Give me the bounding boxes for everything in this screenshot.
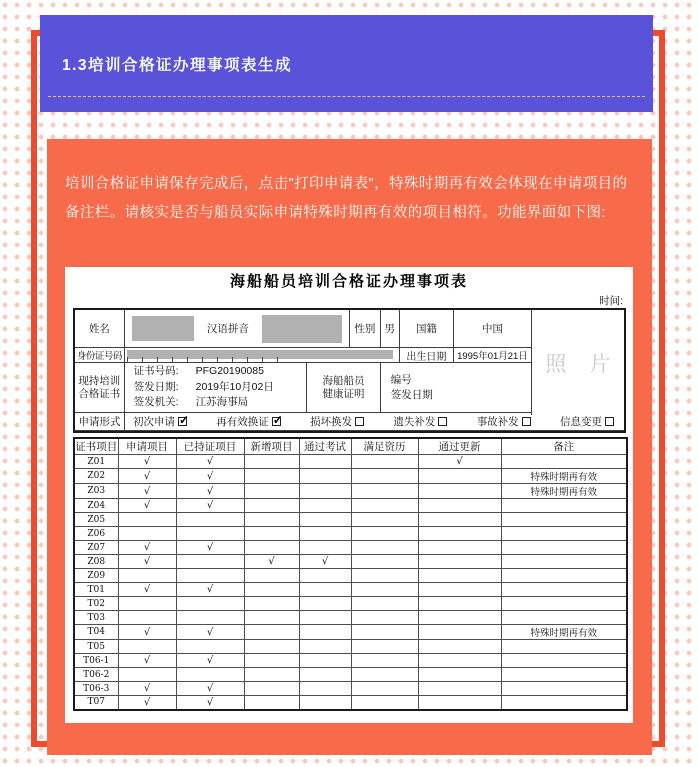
cell-new [244,654,299,668]
cell-applied [118,513,176,527]
table-row [74,555,627,569]
cell-update [418,668,501,682]
health-no-label: 编号 [390,373,412,386]
table-row [74,513,627,527]
info-row-apply-type [75,413,624,431]
cell-exam [299,469,351,484]
gender-value: 男 [381,310,400,347]
cell-exam [299,541,351,555]
birth-date-value: 1995年01月21日 [454,348,531,362]
cell-remark [501,611,627,625]
cell-qualification [351,569,418,583]
cell-update [418,569,501,583]
cell-remark [501,527,627,541]
time-label: 时间: [599,295,623,307]
intro-paragraph: 培训合格证申请保存完成后，点击"打印申请表"，特殊时期再有效会体现在申请项目的备注栏。请核实是否与船员实际申请特殊时期再有效的项目相符。功能界面如下图: [65,176,628,221]
cell-remark [501,640,627,654]
cell-code: T03 [74,611,118,625]
cell-code: T04 [74,625,118,640]
redacted-name-value [132,316,194,341]
cell-new [244,569,299,583]
cell-new [244,625,299,640]
cell-remark [501,569,627,583]
cell-exam [299,455,351,469]
cell-remark [501,696,627,710]
cell-update [418,583,501,597]
cell-applied [118,611,176,625]
cell-applied: √ [118,469,176,484]
table-row [74,484,627,499]
cell-remark [501,499,627,513]
current-cert-label: 现持培训 合格证书 [75,363,125,412]
cell-code: Z09 [74,569,118,583]
cell-update [418,527,501,541]
cell-new [244,513,299,527]
cell-code: Z06 [74,527,118,541]
table-row [74,696,627,710]
cell-remark [501,682,627,696]
cell-applied [118,569,176,583]
gender-label: 性别 [350,310,381,347]
cell-held [176,513,244,527]
cell-applied: √ [118,625,176,640]
name-label: 姓名 [75,310,125,347]
cert-issue-date-value: 2019年10月02日 [195,380,274,393]
cert-no-label: 证书号码: [133,365,179,378]
items-header-row [74,438,627,455]
checkbox-icon [178,417,187,426]
cell-held: √ [176,583,244,597]
cell-exam [299,597,351,611]
pinyin-label: 汉语拼音 [206,323,249,335]
col-header-applied: 申请项目 [118,438,176,455]
cell-applied: √ [118,484,176,499]
cell-exam [299,611,351,625]
table-row [74,668,627,682]
cert-no-value: PFG20190085 [195,365,264,378]
cell-new: √ [244,555,299,569]
photo-placeholder-label: 照 片 [545,351,620,376]
cell-held: √ [176,469,244,484]
cell-update [418,654,501,668]
table-row [74,654,627,668]
cell-update [418,469,501,484]
cell-qualification [351,640,418,654]
cell-remark [501,555,627,569]
table-row [74,640,627,654]
cell-held: √ [176,654,244,668]
cell-qualification [351,597,418,611]
cell-update [418,499,501,513]
cell-qualification [351,555,418,569]
cell-code: Z01 [74,455,118,469]
cell-remark: 特殊时期再有效 [501,484,627,499]
col-header-new: 新增项目 [244,438,299,455]
apply-option-label: 损坏换发 [310,416,353,428]
cell-new [244,640,299,654]
apply-option-label: 事故补发 [476,416,519,428]
cell-new [244,611,299,625]
cell-code: Z05 [74,513,118,527]
checkbox-icon [438,417,447,426]
cell-qualification [351,499,418,513]
cell-held: √ [176,499,244,513]
cell-exam [299,499,351,513]
col-header-qualification: 满足资历 [351,438,418,455]
redacted-pinyin-value [262,315,342,343]
nationality-value: 中国 [454,310,531,347]
health-cert-label: 海船船员 健康证明 [307,363,380,412]
cell-remark [501,597,627,611]
table-row [74,625,627,640]
apply-option-label: 初次申请 [133,416,175,428]
checkbox-icon [605,417,614,426]
table-row [74,569,627,583]
cell-qualification [351,455,418,469]
cell-remark: 特殊时期再有效 [501,469,627,484]
section-header [40,15,653,112]
cell-new [244,499,299,513]
cell-update [418,513,501,527]
cell-remark [501,668,627,682]
cell-new [244,455,299,469]
cell-exam [299,696,351,710]
cell-exam [299,682,351,696]
cell-applied: √ [118,696,176,710]
checkbox-icon [272,417,281,426]
cell-code: Z03 [74,484,118,499]
col-header-update: 通过更新 [418,438,501,455]
cell-applied: √ [118,654,176,668]
apply-option-label: 遗失补发 [393,416,436,428]
cell-qualification [351,668,418,682]
cell-held: √ [176,541,244,555]
cert-issuer-label: 签发机关: [133,396,179,409]
cell-code: T01 [74,583,118,597]
cell-qualification [351,654,418,668]
cell-code: Z07 [74,541,118,555]
cell-held [176,640,244,654]
personal-info-table [73,308,626,433]
cell-update [418,611,501,625]
apply-option [216,414,281,429]
cell-qualification [351,513,418,527]
table-row [74,611,627,625]
cell-new [244,484,299,499]
cell-code: Z02 [74,469,118,484]
cell-held [176,555,244,569]
cell-code: Z04 [74,499,118,513]
health-date-label: 签发日期 [390,388,433,401]
cell-held [176,668,244,682]
cell-applied: √ [118,682,176,696]
cell-exam [299,654,351,668]
cell-qualification [351,527,418,541]
cell-exam: √ [299,555,351,569]
cell-qualification [351,696,418,710]
col-header-cert-item: 证书项目 [74,438,118,455]
cell-exam [299,484,351,499]
photo-cell [531,310,624,415]
cell-qualification [351,625,418,640]
cell-held: √ [176,696,244,710]
birth-date-label: 出生日期 [400,348,455,362]
cell-new [244,469,299,484]
cell-update [418,484,501,499]
apply-option [133,414,187,429]
apply-option [393,414,447,429]
cell-update [418,640,501,654]
cell-update [418,696,501,710]
cell-held: √ [176,455,244,469]
id-digit-ticks [127,357,289,362]
checkbox-icon [355,417,364,426]
cell-applied [118,640,176,654]
cell-applied: √ [118,555,176,569]
table-row [74,597,627,611]
apply-option-label: 再有效换证 [216,416,269,428]
cell-new [244,682,299,696]
cell-exam [299,625,351,640]
cert-issuer-value: 江苏海事局 [195,396,249,409]
cell-code: T05 [74,640,118,654]
cell-held: √ [176,682,244,696]
cell-update [418,555,501,569]
cell-exam [299,668,351,682]
cell-remark [501,583,627,597]
cell-code: T07 [74,696,118,710]
cell-remark: 特殊时期再有效 [501,625,627,640]
cell-applied: √ [118,583,176,597]
cell-update [418,541,501,555]
cell-qualification [351,484,418,499]
cell-exam [299,569,351,583]
dashed-divider [48,96,645,97]
checkbox-icon [522,417,531,426]
cell-update [418,625,501,640]
table-row [74,682,627,696]
cell-held: √ [176,484,244,499]
nationality-label: 国籍 [400,310,455,347]
id-number-cell [125,348,400,362]
cell-exam [299,527,351,541]
cell-applied: √ [118,455,176,469]
col-header-remark: 备注 [501,438,627,455]
table-row [74,527,627,541]
cell-applied [118,527,176,541]
cert-issue-date-label: 签发日期: [133,380,179,393]
apply-option [560,414,614,429]
form-screenshot-panel [65,267,633,723]
table-row [74,583,627,597]
apply-option [477,414,531,429]
table-row [74,541,627,555]
cell-applied: √ [118,499,176,513]
cell-remark [501,455,627,469]
cell-code: T06-3 [74,682,118,696]
cell-code: T06-1 [74,654,118,668]
cell-code: Z08 [74,555,118,569]
cell-new [244,597,299,611]
apply-option [310,414,364,429]
cell-qualification [351,682,418,696]
cell-held [176,611,244,625]
cell-code: T02 [74,597,118,611]
cell-qualification [351,541,418,555]
cell-new [244,696,299,710]
cell-exam [299,640,351,654]
section-title: 1.3培训合格证办理事项表生成 [62,57,293,74]
id-number-label: 身份证号码 [76,351,122,362]
table-row [74,499,627,513]
cell-applied [118,668,176,682]
form-title: 海船船员培训合格证办理事项表 [229,273,468,290]
cell-held [176,527,244,541]
name-pinyin-cell [125,310,350,347]
cell-remark [501,654,627,668]
cell-remark [501,541,627,555]
cell-code: T06-2 [74,668,118,682]
cell-new [244,527,299,541]
cert-items-table [73,437,628,711]
cell-applied: √ [118,541,176,555]
cell-held [176,569,244,583]
cell-qualification [351,583,418,597]
apply-type-label: 申请形式 [75,413,125,430]
cell-update: √ [418,455,501,469]
items-tbody [74,455,627,710]
cell-held: √ [176,625,244,640]
col-header-held: 已持证项目 [176,438,244,455]
cell-qualification [351,469,418,484]
cell-exam [299,513,351,527]
apply-option-label: 信息变更 [559,416,602,428]
table-row [74,455,627,469]
cell-remark [501,513,627,527]
cell-exam [299,583,351,597]
cell-new [244,583,299,597]
cell-new [244,668,299,682]
content-card [47,139,652,755]
cell-qualification [351,611,418,625]
col-header-exam: 通过考试 [299,438,351,455]
cert-details-cell [125,363,308,412]
cell-applied [118,597,176,611]
cell-update [418,682,501,696]
cell-new [244,541,299,555]
table-row [74,469,627,484]
health-cert-cell [381,363,532,412]
cell-update [418,597,501,611]
apply-options [125,413,624,430]
cell-held [176,597,244,611]
